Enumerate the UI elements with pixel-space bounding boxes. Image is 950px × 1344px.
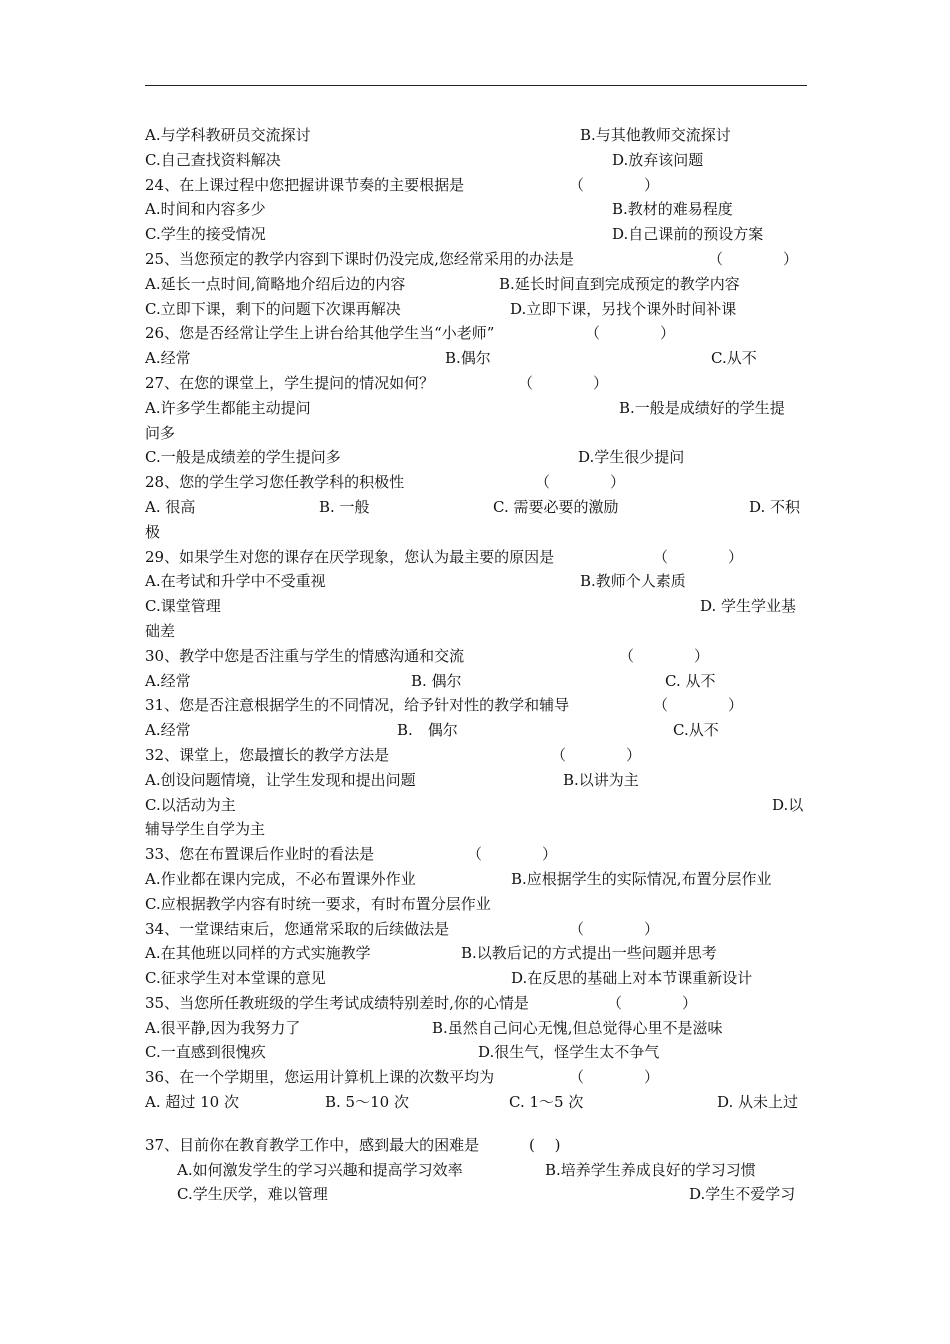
question-text: 33、您在布置课后作业时的看法是 xyxy=(145,845,375,864)
question-text: 25、当您预定的教学内容到下课时仍没完成,您经常采用的办法是 xyxy=(145,249,574,268)
answer-blank: （ ） xyxy=(653,696,744,715)
option-line xyxy=(145,495,807,520)
question-text: 24、在上课过程中您把握讲课节奏的主要根据是 xyxy=(145,175,465,194)
option-line xyxy=(145,793,807,818)
answer-blank: （ ） xyxy=(569,175,660,194)
option-d: D.以 xyxy=(772,795,804,814)
question-line xyxy=(145,247,807,272)
option-b: B.与其他教师交流探讨 xyxy=(580,126,731,144)
option-c: C.从不 xyxy=(711,349,757,368)
answer-blank: ( ) xyxy=(529,1135,561,1154)
option-c: C. 从不 xyxy=(665,671,716,690)
option-line xyxy=(145,892,807,917)
option-d: D. 学生学业基 xyxy=(700,597,797,616)
option-a: A.作业都在课内完成，不必布置课外作业 xyxy=(145,869,416,888)
option-a: A. 很高 xyxy=(145,497,196,516)
option-b: B.延长时间直到完成预定的教学内容 xyxy=(499,274,740,293)
option-line xyxy=(145,272,807,297)
option-line xyxy=(145,966,807,991)
option-line xyxy=(145,148,807,173)
option-a: A. 超过 10 次 xyxy=(145,1093,239,1112)
answer-blank: （ ） xyxy=(569,1068,660,1087)
option-line xyxy=(145,197,807,222)
question-line xyxy=(145,545,807,570)
wrap-line xyxy=(145,520,807,545)
option-a: A.创设问题情境，让学生发现和提出问题 xyxy=(145,770,416,789)
option-a: A.经常 xyxy=(145,349,191,368)
option-a: A.经常 xyxy=(145,671,191,690)
option-c: C.自己查找资料解决 xyxy=(145,150,281,169)
wrap-line xyxy=(145,619,807,644)
option-line xyxy=(145,594,807,619)
option-d: D.很生气，怪学生太不争气 xyxy=(478,1043,660,1062)
question-line xyxy=(145,917,807,942)
option-line xyxy=(145,1016,807,1041)
option-b: B. 一般 xyxy=(319,497,370,516)
question-text: 30、教学中您是否注重与学生的情感沟通和交流 xyxy=(145,646,465,665)
answer-blank: （ ） xyxy=(708,249,799,268)
option-d-continued: 辅导学生自学为主 xyxy=(145,820,266,839)
option-b: B.教师个人素质 xyxy=(580,572,686,591)
option-d-continued: 极 xyxy=(145,522,161,541)
option-a: A.很平静,因为我努力了 xyxy=(145,1018,301,1037)
option-b: B.偶尔 xyxy=(445,349,491,368)
option-line xyxy=(145,1182,807,1207)
option-d: D.自己课前的预设方案 xyxy=(612,225,764,244)
answer-blank: （ ） xyxy=(607,993,698,1012)
wrap-line xyxy=(145,421,807,446)
option-b: B.以讲为主 xyxy=(563,770,639,789)
answer-blank: （ ） xyxy=(585,324,676,343)
answer-blank: （ ） xyxy=(619,646,710,665)
option-b: B. 偶尔 xyxy=(397,721,458,740)
option-d: D. 从未上过 xyxy=(717,1093,799,1112)
question-line xyxy=(145,1065,807,1090)
option-a: A.在考试和升学中不受重视 xyxy=(145,572,326,591)
option-line xyxy=(145,569,807,594)
option-line xyxy=(145,867,807,892)
option-b: B. 5～10 次 xyxy=(325,1093,409,1112)
question-text: 28、您的学生学习您任教学科的积极性 xyxy=(145,473,405,492)
option-d: D.在反思的基础上对本节课重新设计 xyxy=(511,969,753,988)
option-c: C.一般是成绩差的学生提问多 xyxy=(145,448,341,467)
option-c: C.立即下课，剩下的问题下次课再解决 xyxy=(145,299,401,318)
option-c: C. 1～5 次 xyxy=(509,1093,584,1112)
answer-blank: （ ） xyxy=(535,473,626,492)
question-text: 37、目前你在教育教学工作中，感到最大的困难是 xyxy=(145,1135,480,1154)
option-d-continued: 础差 xyxy=(145,621,176,640)
question-text: 27、在您的课堂上，学生提问的情况如何？ xyxy=(145,373,435,392)
option-line xyxy=(145,297,807,322)
option-a: A.许多学生都能主动提问 xyxy=(145,398,311,417)
option-b: B.一般是成绩好的学生提 xyxy=(619,398,785,417)
question-text: 35、当您所任教班级的学生考试成绩特别差时,你的心情是 xyxy=(145,993,529,1012)
option-line xyxy=(145,222,807,247)
question-text: 36、在一个学期里，您运用计算机上课的次数平均为 xyxy=(145,1068,495,1087)
question-line xyxy=(145,321,807,346)
option-line xyxy=(145,445,807,470)
option-d: D.学生很少提问 xyxy=(578,448,685,467)
option-a: A.在其他班以同样的方式实施教学 xyxy=(145,944,371,963)
option-line xyxy=(145,1158,807,1183)
answer-blank: （ ） xyxy=(551,745,642,764)
option-c: C. 需要必要的激励 xyxy=(493,497,619,516)
question-text: 29、如果学生对您的课存在厌学现象，您认为最主要的原因是 xyxy=(145,547,555,566)
option-b: B. 偶尔 xyxy=(411,671,462,690)
answer-blank: （ ） xyxy=(569,919,660,938)
option-b: B.以教后记的方式提出一些问题并思考 xyxy=(461,944,717,963)
option-b: B.培养学生养成良好的学习习惯 xyxy=(545,1160,756,1179)
option-c: C.征求学生对本堂课的意见 xyxy=(145,969,326,988)
option-d: D.放弃该问题 xyxy=(612,150,704,169)
option-c: C.从不 xyxy=(673,721,719,740)
option-a: A.延长一点时间,简略地介绍后边的内容 xyxy=(145,274,406,293)
answer-blank: （ ） xyxy=(518,373,609,392)
answer-blank: （ ） xyxy=(653,547,744,566)
header-rule xyxy=(145,85,807,86)
option-c: C.课堂管理 xyxy=(145,597,221,616)
option-a: A.时间和内容多少 xyxy=(145,200,266,219)
question-text: 31、您是否注意根据学生的不同情况，给予针对性的教学和辅导 xyxy=(145,696,570,715)
option-a: A.与学科教研员交流探讨 xyxy=(145,126,311,144)
question-line xyxy=(145,743,807,768)
option-line xyxy=(145,941,807,966)
question-text: 32、课堂上，您最擅长的教学方法是 xyxy=(145,745,390,764)
option-c: C.学生的接受情况 xyxy=(145,225,266,244)
option-d: D.学生不爱学习 xyxy=(689,1185,796,1204)
option-a: A.经常 xyxy=(145,721,191,740)
question-text: 34、一堂课结束后，您通常采取的后续做法是 xyxy=(145,919,450,938)
option-line xyxy=(145,123,807,148)
question-line xyxy=(145,842,807,867)
option-line xyxy=(145,669,807,694)
option-b: B.教材的难易程度 xyxy=(612,200,733,219)
option-line xyxy=(145,768,807,793)
question-line xyxy=(145,173,807,198)
option-c: C.以活动为主 xyxy=(145,795,236,814)
option-c: C.应根据教学内容有时统一要求，有时布置分层作业 xyxy=(145,894,491,913)
option-b: B.虽然自己问心无愧,但总觉得心里不是滋味 xyxy=(432,1018,723,1037)
question-text: 26、您是否经常让学生上讲台给其他学生当“小老师” xyxy=(145,324,495,343)
option-line xyxy=(145,396,807,421)
option-b-continued: 问多 xyxy=(145,423,176,442)
question-line xyxy=(145,693,807,718)
option-a: A.如何激发学生的学习兴趣和提高学习效率 xyxy=(177,1160,463,1179)
option-line xyxy=(145,346,807,371)
option-line xyxy=(145,1090,807,1115)
option-line xyxy=(145,1040,807,1065)
questionnaire-body xyxy=(145,123,807,1207)
option-b: B.应根据学生的实际情况,布置分层作业 xyxy=(511,869,772,888)
question-line xyxy=(145,644,807,669)
option-line xyxy=(145,718,807,743)
option-d: D. 不积 xyxy=(749,497,801,516)
option-c: C.一直感到很愧疚 xyxy=(145,1043,266,1062)
question-line xyxy=(145,371,807,396)
option-c: C.学生厌学，难以管理 xyxy=(177,1185,328,1204)
question-line xyxy=(145,470,807,495)
question-line xyxy=(145,1133,807,1158)
question-line xyxy=(145,991,807,1016)
option-d: D.立即下课，另找个课外时间补课 xyxy=(510,299,737,318)
wrap-line xyxy=(145,817,807,842)
answer-blank: （ ） xyxy=(467,845,558,864)
